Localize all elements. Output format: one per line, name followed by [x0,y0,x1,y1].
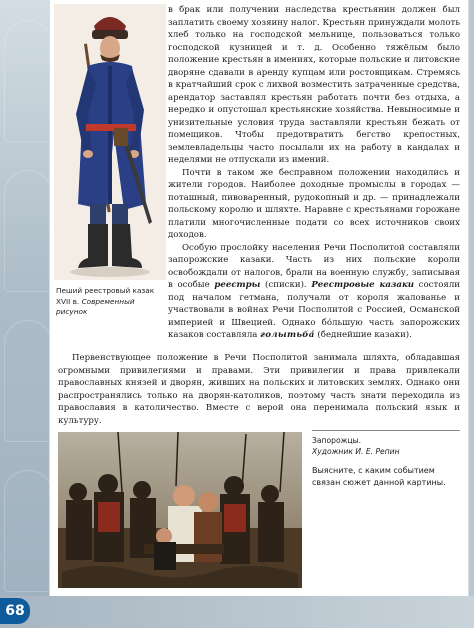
caption-note: Современный рисунок [56,296,135,316]
cossacks-text-b: (списки). [265,280,307,290]
caption-divider [312,430,460,431]
cossacks-text-d: (беднейшие казаки). [317,330,412,340]
paragraph-townspeople: Почти в таком же бесправном положении находились и жители городов. Наиболее доходные промыслы в городах — поташный, пивоваренный, рудокопный и др. — принадлежали польскому королю и шляхте. Наравне с крестьянами горожане платили многочисленные подати со всех источников своих доходов. [168,167,460,240]
paragraph-szlachta: Первенствующее положение в Речи Посполитой занимала шляхта, обладавшая огромными привилегиями и правами. Эти привилегии и права привлекали православных князей и дворян, живших на польских и литовских землях. Однако они распространялись только на дворян-католиков, поэтому часть знати переходила из православия в католичество. Вместе с верой она перенимала польский язык и культуру. [58,353,460,426]
painting-title: Запорожцы. [312,436,362,445]
zaporozhians-painting-drawing [58,432,302,588]
cossack-illustration [54,4,166,280]
painting-question: Выясните, с каким событием связан сюжет данной картины. [312,466,446,487]
caption-title: Пеший реестровый казак [56,286,155,295]
page-number: 68 [0,598,30,624]
illustration-caption [56,286,166,318]
background-ornament [4,470,52,592]
paragraph-peasant-duties: в брак или получении наследства крестьянин должен был заплатить своему хозяину налог. Крестьян принуждали молоть хлеб только на господской мельнице, пользоваться только господской кузницей и т. д. Особенно тяжёлым было положение крестьян в имениях, которые польские и литовские дворяне сдавали в аренду купцам или ростовщикам. Стремясь в кратчайший срок с лихвой возместить затраченные средства, арендатор заставлял крестьян работать почти без отдыха, а нередко и опустошал крестьянские хозяйства. Невыносимые и унизительные условия труда заставляли крестьян бежать от помещиков. Чтобы предотвратить бегство крепостных, землевладельцы часто посылали их на работу в кандалах и неделями не отпускали из имений. [168,5,460,165]
repin-painting [58,432,302,588]
background-ornament [4,170,52,292]
painting-author: Художник И. Е. Репин [312,447,400,456]
page-bottom-band [0,596,474,628]
cossacks-text-c: состояли под началом гетмана, получали от короля жалованье и участвовали в войнах Речи Посполитой с Россией, Османской империей и Швецией. Однако бо́льшую часть запорожских казаков составляла [168,280,461,340]
term-registers: реестры [214,280,261,290]
full-width-text [58,352,460,427]
background-ornament [4,320,52,442]
paragraph-cossacks [168,242,460,342]
background-ornament [4,20,52,142]
main-text-column [168,4,460,342]
term-golytba: голытьба́ [260,330,315,340]
caption-century: XVII в. [56,296,80,306]
cossacks-text-a: Особую прослойку населения Речи Посполитой составляли запорожские казаки. Часть из них польские короли освобождали от налогов, брали на военную службу, записывая в особые [168,242,460,290]
painting-caption-block [312,430,464,489]
cossack-figure-drawing [54,4,166,280]
term-registered-cossacks: Реестровые казаки [311,280,415,290]
caption-subtitle [56,297,166,318]
